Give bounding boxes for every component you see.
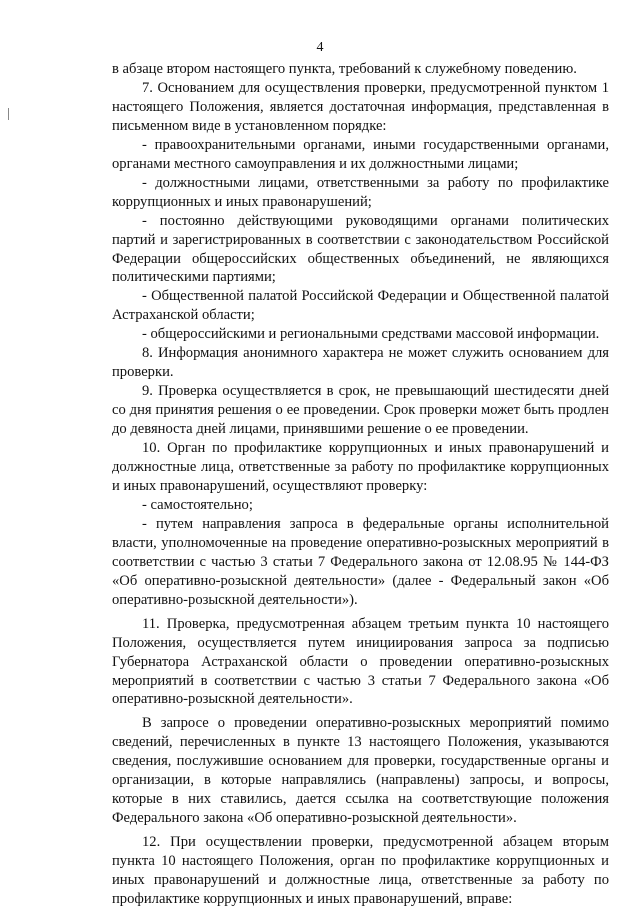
paragraph: - самостоятельно; [142,496,253,513]
margin-mark [8,108,9,120]
paragraph: 7. Основанием для осуществления проверки, предусмотренной пунктом 1 настоящего Положения, является достаточная информация, представленная в письменном виде в установленном порядке: [112,79,609,134]
paragraph: 10. Орган по профилактике коррупционных и иных правонарушений и должностные лица, ответственные за работу по профилактике коррупционных и иных правонарушений, осуществляют проверку: [112,440,609,494]
paragraph: - путем направления запроса в федеральные органы исполнительной власти, уполномоченные на проведение оперативно-розыскных мероприятий в соответствии с частью 3 статьи 7 Федерального закона от 12.08.95 № 144-ФЗ «Об оперативно-розыскной деятельности» (далее - Федеральный закон «Об оперативно-розыскной деятельности»). [112,515,609,608]
paragraph: - общероссийскими и региональными средствами массовой информации. [142,326,600,343]
paragraph: В запросе о проведении оперативно-розыскных мероприятий помимо сведений, перечисленных в пункте 13 настоящего Положения, указываются сведения, послужившие основанием для проверки, государственные органы и организации, в которые направлялись (направлены) запросы, и вопросы, которые в них ставились, дается ссылка на соответствующие положения Федерального закона «Об оперативно-розыскной деятельности». [112,715,609,827]
paragraph: - должностными лицами, ответственными за работу по профилактике коррупционных и иных правонарушений; [112,174,609,210]
paragraph: 11. Проверка, предусмотренная абзацем третьим пункта 10 настоящего Положения, осуществляется путем инициирования запроса за подписью Губернатора Астраханской области о проведении оперативно-розыскных мероприятий в соответствии с частью 3 статьи 7 Федерального закона «Об оперативно-розыскной деятельности». [112,615,609,708]
paragraph: - Общественной палатой Российской Федерации и Общественной палатой Астраханской области; [112,288,609,324]
paragraph: 12. При осуществлении проверки, предусмотренной абзацем вторым пункта 10 настоящего Положения, орган по профилактике коррупционных и иных правонарушений и должностные лица, ответственные за работу по профилактике коррупционных и иных правонарушений, вправе: [112,834,609,907]
paragraph: - правоохранительными органами, иными государственными органами, органами местного самоуправления и их должностными лицами; [112,136,609,172]
paragraph: - постоянно действующими руководящими органами политических партий и зарегистрированных в соответствии с законодательством Российской Федерации общероссийских общественных объединений, не являющихся политическими партиями; [112,212,609,286]
page-number: 4 [316,40,324,55]
paragraph: в абзаце втором настоящего пункта, требований к служебному поведению. [112,61,577,77]
paragraph: 9. Проверка осуществляется в срок, не превышающий шестидесяти дней со дня принятия решения о ее проведении. Срок проверки может быть продлен до девяноста дней лицами, принявшими решение о ее проведении. [112,383,609,438]
document-body [112,60,609,909]
paragraph: 8. Информация анонимного характера не может служить основанием для проверки. [112,345,609,381]
